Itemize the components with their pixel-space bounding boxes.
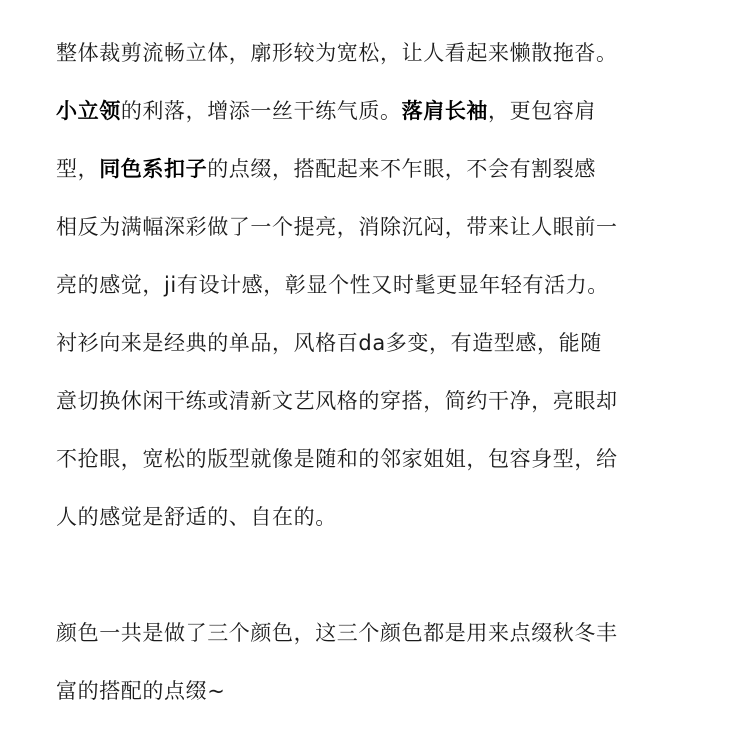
line-text: ，更包容肩 bbox=[488, 99, 597, 123]
line-text: 亮的感觉，ji有设计感，彰显个性又时髦更显年轻有活力。 bbox=[56, 273, 609, 297]
line-text: 型， bbox=[56, 157, 100, 181]
line-text: 富的搭配的点缀~ bbox=[56, 679, 226, 703]
line-text: 的利落，增添一丝干练气质。 bbox=[120, 99, 402, 123]
text-line bbox=[56, 488, 706, 546]
text-line bbox=[56, 314, 706, 372]
text-line bbox=[56, 372, 706, 430]
highlight-sleeve: 落肩长袖 bbox=[401, 99, 489, 123]
highlight-collar: 小立领 bbox=[56, 99, 121, 123]
line-text: 不抢眼，宽松的版型就像是随和的邻家姐姐，包容身型，给 bbox=[56, 447, 618, 471]
text-line bbox=[56, 256, 706, 314]
color-note-paragraph bbox=[56, 604, 706, 720]
text-line bbox=[56, 82, 706, 140]
text-line bbox=[56, 24, 706, 82]
line-text: 人的感觉是舒适的、自在的。 bbox=[56, 505, 337, 529]
line-text: 颜色一共是做了三个颜色，这三个颜色都是用来点缀秋冬丰 bbox=[56, 621, 618, 645]
text-line bbox=[56, 140, 706, 198]
line-text: 衬衫向来是经典的单品，风格百da多变，有造型感，能随 bbox=[56, 331, 602, 355]
highlight-buttons: 同色系扣子 bbox=[99, 157, 208, 181]
text-line bbox=[56, 662, 706, 720]
line-text: 相反为满幅深彩做了一个提亮，消除沉闷，带来让人眼前一 bbox=[56, 215, 618, 239]
line-text: 意切换休闲干练或清新文艺风格的穿搭，简约干净，亮眼却 bbox=[56, 389, 618, 413]
line-text: 的点缀，搭配起来不乍眼，不会有割裂感 bbox=[207, 157, 597, 181]
line-text: 整体裁剪流畅立体，廓形较为宽松，让人看起来懒散拖沓。 bbox=[56, 41, 618, 65]
text-line bbox=[56, 430, 706, 488]
text-line bbox=[56, 198, 706, 256]
paragraph-spacer bbox=[56, 546, 706, 604]
description-paragraph bbox=[56, 24, 706, 546]
article-body bbox=[56, 24, 706, 720]
text-line bbox=[56, 604, 706, 662]
